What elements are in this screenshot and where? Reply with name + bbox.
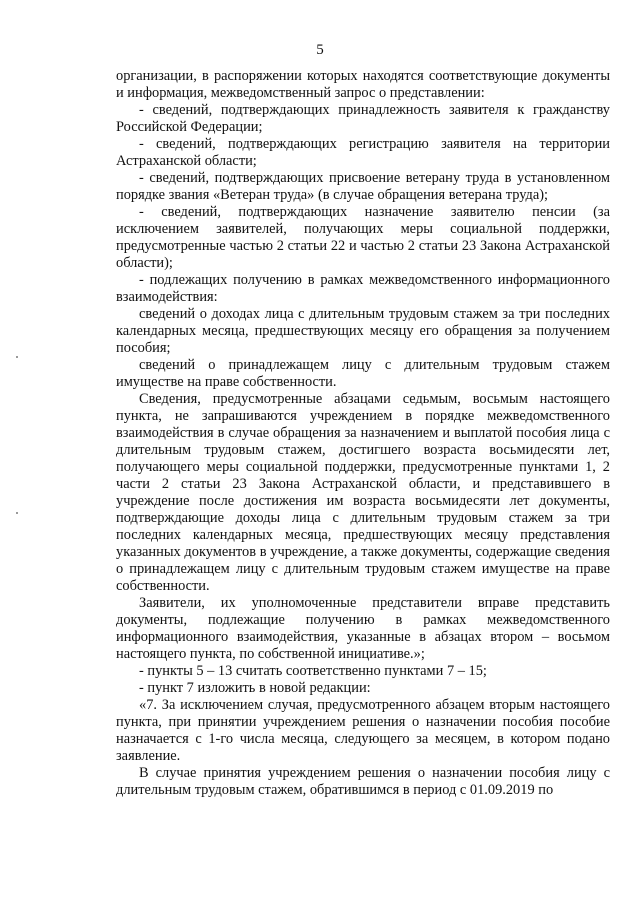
paragraph-2: - сведений, подтверждающих принадлежность заявителя к гражданству Российской Федерации; [116,102,610,135]
paragraph-9: Сведения, предусмотренные абзацами седьмым, восьмым настоящего пункта, не запрашиваются учреждением в порядке межведомственного взаимодействия в случае обращения за назначением и выплатой пособия лица с длительным трудовым стажем, достигшего возраста восьмидесяти лет, получающего меры социальной поддержки, предусмотренные пунктами 1, 2 части 2 статьи 23 Закона Астраханской области, и представившего в учреждение после достижения им возраста восьмидесяти лет документы, подтверждающие доходы лица с длительным трудовым стажем за три последних календарных месяца, предшествующих месяцу представления указанных документов в учреждение, а также документы, содержащие сведения о принадлежащем лицу с длительным трудовым стажем имуществе на праве собственности. [116,391,610,594]
scan-mark [16,512,18,514]
paragraph-3: - сведений, подтверждающих регистрацию заявителя на территории Астраханской области; [116,136,610,169]
paragraph-1: организации, в распоряжении которых находятся соответствующие документы и информация, межведомственный запрос о представлении: [116,68,610,101]
paragraph-12: - пункт 7 изложить в новой редакции: [139,680,371,696]
page-number: 5 [316,42,324,58]
paragraph-7: сведений о доходах лица с длительным трудовым стажем за три последних календарных месяца, предшествующих месяцу его обращения за получением пособия; [116,306,610,356]
paragraph-13: «7. За исключением случая, предусмотренного абзацем вторым настоящего пункта, при принятии учреждением решения о назначении пособия пособие назначается с 1-го числа месяца, следующего за месяцем, в котором подано заявление. [116,697,610,764]
paragraph-10: Заявители, их уполномоченные представители вправе представить документы, подлежащие получению в рамках межведомственного информационного взаимодействия, указанные в абзацах втором – восьмом настоящего пункта, по собственной инициативе.»; [116,595,610,662]
paragraph-5: - сведений, подтверждающих назначение заявителю пенсии (за исключением заявителей, получающих меры социальной поддержки, предусмотренные частью 2 статьи 22 и частью 2 статьи 23 Закона Астраханской области); [116,204,610,271]
paragraph-6: - подлежащих получению в рамках межведомственного информационного взаимодействия: [116,272,610,305]
document-body [116,68,610,799]
scan-mark [16,356,18,358]
paragraph-8: сведений о принадлежащем лицу с длительным трудовым стажем имуществе на праве собственности. [116,357,610,390]
paragraph-4: - сведений, подтверждающих присвоение ветерану труда в установленном порядке звания «Ветеран труда» (в случае обращения ветерана труда); [116,170,610,203]
paragraph-11: - пункты 5 – 13 считать соответственно пунктами 7 – 15; [139,663,487,679]
paragraph-14: В случае принятия учреждением решения о назначении пособия лицу с длительным трудовым стажем, обратившимся в период с 01.09.2019 по [116,765,610,798]
